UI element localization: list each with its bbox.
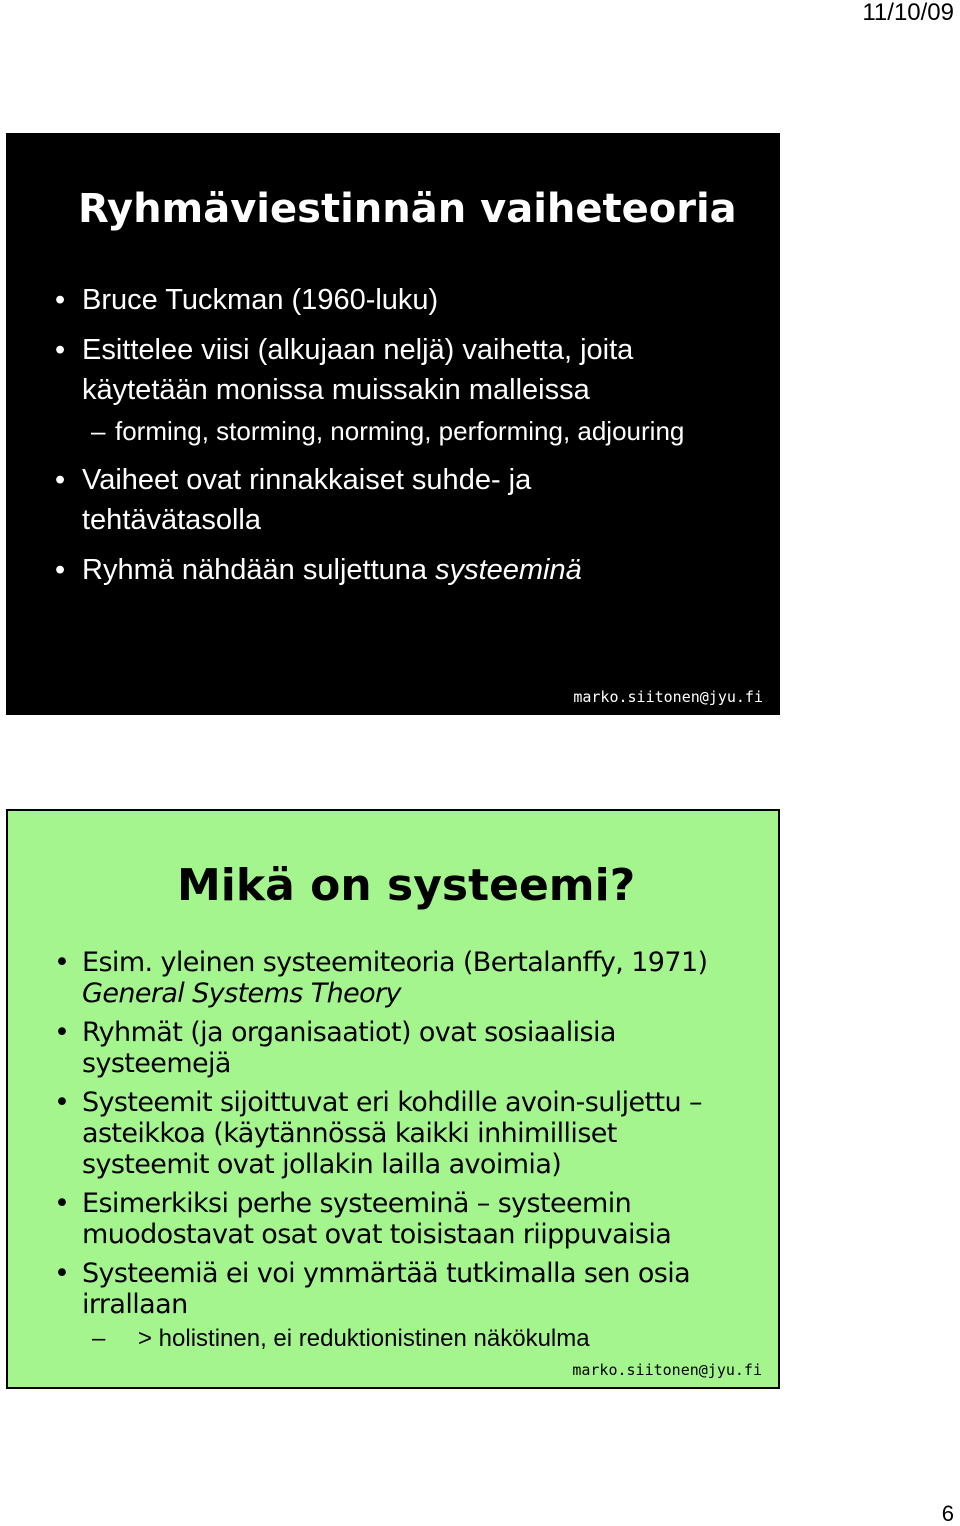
author-email: marko.siitonen@jyu.fi: [573, 688, 763, 706]
bullet-text-line: asteikkoa (käytännössä kaikki inhimilliset: [82, 1118, 617, 1149]
bullet-text-line: systeemejä: [82, 1048, 231, 1079]
bullet-item: [7, 330, 767, 410]
bullet-emphasis: systeeminä: [435, 554, 582, 586]
bullet-text-line: käytetään monissa muissakin malleissa: [82, 374, 590, 406]
bullet-text-line: Systeemiä ei voi ymmärtää tutkimalla sen osia: [82, 1258, 691, 1289]
bullet-icon: •: [55, 554, 66, 586]
sub-bullet-item: [7, 414, 767, 448]
bullet-text-line: Vaiheet ovat rinnakkaiset suhde- ja: [82, 464, 532, 496]
bullet-item: [7, 550, 767, 590]
bullet-icon: •: [54, 1258, 70, 1289]
bullet-text: Ryhmä nähdään suljettuna: [82, 554, 436, 586]
bullet-text: forming, storming, norming, performing, adjouring: [115, 416, 685, 446]
bullet-item: [8, 1087, 768, 1180]
bullet-icon: •: [55, 464, 66, 496]
bullet-text-line: Esim. yleinen systeemiteoria (Bertalanffy, 1971): [82, 947, 708, 978]
bullet-item: [8, 1258, 768, 1320]
bullet-text-line: Systeemit sijoittuvat eri kohdille avoin-suljettu –: [82, 1087, 702, 1118]
bullet-item: [8, 947, 768, 1009]
bullet-text-line: General Systems Theory: [82, 978, 401, 1009]
bullet-icon: •: [54, 1188, 70, 1219]
bullet-text: > holistinen, ei reduktionistinen näkökulma: [138, 1325, 590, 1352]
bullet-text-line: Esimerkiksi perhe systeeminä – systeemin: [82, 1188, 632, 1219]
dash-icon: –: [92, 1325, 106, 1352]
slide-2: [6, 809, 780, 1389]
bullet-icon: •: [55, 284, 66, 316]
bullet-item: [8, 1188, 768, 1250]
bullet-text-line: irrallaan: [82, 1289, 188, 1320]
bullet-text-line: systeemit ovat jollakin lailla avoimia): [82, 1149, 562, 1180]
bullet-text-line: muodostavat osat ovat toisistaan riippuvaisia: [82, 1219, 672, 1250]
bullet-list: [8, 947, 768, 1362]
bullet-text-line: Esittelee viisi (alkujaan neljä) vaihetta, joita: [82, 334, 634, 366]
slide-title: Ryhmäviestinnän vaiheteoria: [78, 186, 737, 232]
bullet-item: [8, 1017, 768, 1079]
slide-title: Mikä on systeemi?: [177, 860, 636, 911]
dash-icon: –: [91, 416, 106, 446]
bullet-icon: •: [55, 334, 66, 366]
bullet-icon: •: [54, 947, 70, 978]
bullet-icon: •: [54, 1087, 70, 1118]
bullet-icon: •: [54, 1017, 70, 1048]
bullet-list: [7, 280, 767, 600]
bullet-text-line: tehtävätasolla: [82, 504, 261, 536]
slide-1: [6, 133, 780, 715]
page-number: 6: [941, 1501, 954, 1526]
bullet-item: [7, 460, 767, 540]
header-date: 11/10/09: [862, 0, 954, 26]
sub-bullet-item: [8, 1324, 768, 1354]
bullet-text-line: Ryhmät (ja organisaatiot) ovat sosiaalisia: [82, 1017, 616, 1048]
author-email: marko.siitonen@jyu.fi: [572, 1361, 762, 1379]
bullet-item: [7, 280, 767, 320]
bullet-text: Bruce Tuckman (1960-luku): [82, 284, 439, 316]
